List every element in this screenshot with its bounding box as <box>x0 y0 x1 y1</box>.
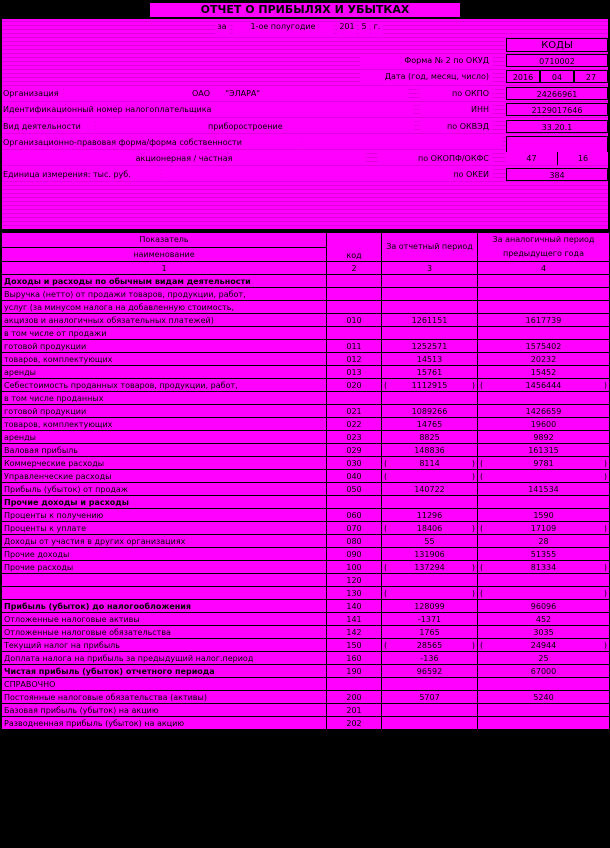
okved-label: по ОКВЭД <box>420 120 492 133</box>
row-previous: ( 81334 ) <box>478 561 610 574</box>
row-name: Проценты к получению <box>2 509 327 522</box>
okpo-code: 24266961 <box>506 87 608 100</box>
row-current: 131906 <box>382 548 478 561</box>
row-previous: 51355 <box>478 548 610 561</box>
legal-form-spacer <box>302 136 502 149</box>
row-name: Текущий налог на прибыль <box>2 639 327 652</box>
row-name: товаров, комплектующих <box>2 418 327 431</box>
table-row <box>2 275 610 288</box>
row-name <box>2 587 327 600</box>
period-year: 201 <box>337 23 357 35</box>
period-prefix: за <box>215 23 229 35</box>
row-previous: 96096 <box>478 600 610 613</box>
row-current <box>382 574 478 587</box>
table-row <box>2 366 610 379</box>
table-row <box>2 548 610 561</box>
row-name: Отложенные налоговые активы <box>2 613 327 626</box>
row-code: 141 <box>327 613 382 626</box>
row-code: 012 <box>327 353 382 366</box>
row-name: Разводненная прибыль (убыток) на акцию <box>2 717 327 730</box>
row-previous: 20232 <box>478 353 610 366</box>
row-current: 1261151 <box>382 314 478 327</box>
row-previous: 452 <box>478 613 610 626</box>
row-code: 150 <box>327 639 382 652</box>
okud-code: 0710002 <box>506 54 608 67</box>
row-current: ( 1112915 ) <box>382 379 478 392</box>
table-row <box>2 626 610 639</box>
row-code <box>327 678 382 691</box>
row-code: 190 <box>327 665 382 678</box>
row-code <box>327 275 382 288</box>
table-row <box>2 509 610 522</box>
date-label: Дата (год, месяц, число) <box>360 70 492 83</box>
row-current: 5707 <box>382 691 478 704</box>
row-current: ( 137294 ) <box>382 561 478 574</box>
row-current: 55 <box>382 535 478 548</box>
row-previous: 15452 <box>478 366 610 379</box>
header-num-4: 4 <box>478 262 610 275</box>
table-row <box>2 379 610 392</box>
table-row <box>2 691 610 704</box>
row-previous <box>478 704 610 717</box>
row-name: акцизов и аналогичных обязательных платежей) <box>2 314 327 327</box>
row-current <box>382 678 478 691</box>
row-previous: ( 1456444 ) <box>478 379 610 392</box>
row-code: 140 <box>327 600 382 613</box>
row-current: 1765 <box>382 626 478 639</box>
table-row <box>2 457 610 470</box>
inn-code: 2129017646 <box>506 103 608 116</box>
row-name: аренды <box>2 366 327 379</box>
row-code: 013 <box>327 366 382 379</box>
row-current: 15761 <box>382 366 478 379</box>
table-row <box>2 652 610 665</box>
row-code: 011 <box>327 340 382 353</box>
row-name: в том числе от продажи <box>2 327 327 340</box>
table-row <box>2 301 610 314</box>
row-code: 021 <box>327 405 382 418</box>
table-row <box>2 639 610 652</box>
row-previous: 1590 <box>478 509 610 522</box>
row-current: ( 28565 ) <box>382 639 478 652</box>
unit-label: Единица измерения: тыс. руб. <box>3 168 161 181</box>
table-row <box>2 587 610 600</box>
row-previous: 3035 <box>478 626 610 639</box>
row-previous <box>478 470 610 483</box>
report-table <box>1 232 610 730</box>
header-num-2: 2 <box>327 262 382 275</box>
row-name: аренды <box>2 431 327 444</box>
header-num-3: 3 <box>382 262 478 275</box>
row-code: 120 <box>327 574 382 587</box>
table-row <box>2 574 610 587</box>
codes-header: КОДЫ <box>506 38 608 52</box>
row-code: 070 <box>327 522 382 535</box>
row-name: Прочие доходы <box>2 548 327 561</box>
row-previous: 19600 <box>478 418 610 431</box>
row-current <box>382 717 478 730</box>
row-code <box>327 327 382 340</box>
row-name: Прочие расходы <box>2 561 327 574</box>
row-current <box>382 704 478 717</box>
row-code: 090 <box>327 548 382 561</box>
table-row <box>2 496 610 509</box>
row-previous <box>478 587 610 600</box>
row-code <box>327 496 382 509</box>
header-name: наименование <box>2 247 327 262</box>
row-name: Себестоимость проданных товаров, продукции, работ, <box>2 379 327 392</box>
table-row <box>2 340 610 353</box>
row-previous: 161315 <box>478 444 610 457</box>
report-title: ОТЧЕТ О ПРИБЫЛЯХ И УБЫТКАХ <box>150 3 460 17</box>
okopf-code: 47 <box>506 152 557 165</box>
okei-label: по ОКЕИ <box>440 168 492 181</box>
row-previous: ( 17109 ) <box>478 522 610 535</box>
row-name: СПРАВОЧНО <box>2 678 327 691</box>
row-code: 130 <box>327 587 382 600</box>
row-name: Коммерческие расходы <box>2 457 327 470</box>
table-row <box>2 444 610 457</box>
row-name: Чистая прибыль (убыток) отчетного периода <box>2 665 327 678</box>
row-previous: ( 9781 ) <box>478 457 610 470</box>
row-code: 100 <box>327 561 382 574</box>
row-current <box>382 392 478 405</box>
row-current: 14513 <box>382 353 478 366</box>
row-code: 029 <box>327 444 382 457</box>
row-current: 96592 <box>382 665 478 678</box>
row-current <box>382 275 478 288</box>
row-code: 202 <box>327 717 382 730</box>
organization-name: ОАО "ЭЛАРА" <box>64 87 409 100</box>
row-previous <box>478 288 610 301</box>
date-month: 04 <box>540 70 574 83</box>
date-day: 27 <box>574 70 608 83</box>
header-current: За отчетный период <box>382 233 478 262</box>
table-row <box>2 288 610 301</box>
row-previous <box>478 275 610 288</box>
row-previous: 9892 <box>478 431 610 444</box>
row-current <box>382 301 478 314</box>
table-row <box>2 522 610 535</box>
row-previous: 67000 <box>478 665 610 678</box>
header-num-1: 1 <box>2 262 327 275</box>
row-current <box>382 587 478 600</box>
row-current: ( 8114 ) <box>382 457 478 470</box>
header-code: код <box>327 233 382 262</box>
table-row <box>2 353 610 366</box>
inn-label: ИНН <box>420 103 492 116</box>
row-current: 14765 <box>382 418 478 431</box>
row-name: Доплата налога на прибыль за предыдущий налог.период <box>2 652 327 665</box>
row-previous: 25 <box>478 652 610 665</box>
okei-code: 384 <box>506 168 608 181</box>
period-line <box>215 23 385 35</box>
table-row <box>2 431 610 444</box>
row-code: 023 <box>327 431 382 444</box>
row-code: 050 <box>327 483 382 496</box>
table-row <box>2 483 610 496</box>
row-code: 040 <box>327 470 382 483</box>
row-previous <box>478 678 610 691</box>
row-name: Валовая прибыль <box>2 444 327 457</box>
row-name: Прибыль (убыток) от продаж <box>2 483 327 496</box>
row-previous: 1426659 <box>478 405 610 418</box>
row-previous <box>478 327 610 340</box>
activity-value: приборостроение <box>96 120 414 133</box>
row-name: Управленческие расходы <box>2 470 327 483</box>
table-row <box>2 678 610 691</box>
row-name: товаров, комплектующих <box>2 353 327 366</box>
okfs-code: 16 <box>557 152 608 165</box>
row-name: готовой продукции <box>2 340 327 353</box>
row-name: Доходы от участия в других организациях <box>2 535 327 548</box>
table-row <box>2 613 610 626</box>
okud-label: Форма № 2 по ОКУД <box>360 54 492 67</box>
table-row <box>2 327 610 340</box>
row-name: Базовая прибыль (убыток) на акцию <box>2 704 327 717</box>
row-code: 160 <box>327 652 382 665</box>
date-year: 2016 <box>506 70 540 83</box>
row-name: услуг (за минусом налога на добавленную стоимость, <box>2 301 327 314</box>
row-code: 080 <box>327 535 382 548</box>
table-row <box>2 717 610 730</box>
row-name: Прочие доходы и расходы <box>2 496 327 509</box>
row-current: 128099 <box>382 600 478 613</box>
row-previous: ( 24944 ) <box>478 639 610 652</box>
header-indicator: Показатель <box>2 233 327 248</box>
row-current: 140722 <box>382 483 478 496</box>
row-previous <box>478 717 610 730</box>
row-current: 1089266 <box>382 405 478 418</box>
row-code: 060 <box>327 509 382 522</box>
row-current <box>382 327 478 340</box>
table-row <box>2 314 610 327</box>
row-code: 022 <box>327 418 382 431</box>
row-code <box>327 288 382 301</box>
row-name <box>2 574 327 587</box>
row-current: 11296 <box>382 509 478 522</box>
row-previous: 5240 <box>478 691 610 704</box>
row-code: 200 <box>327 691 382 704</box>
row-name: Постоянные налоговые обязательства (активы) <box>2 691 327 704</box>
table-row <box>2 665 610 678</box>
row-current <box>382 470 478 483</box>
header-previous: За аналогичный период предыдущего года <box>478 233 610 262</box>
table-row <box>2 704 610 717</box>
row-previous <box>478 392 610 405</box>
period-label: 1-ое полугодие <box>233 23 333 35</box>
okopf-label: по ОКОПФ/ОКФС <box>378 152 492 165</box>
table-row <box>2 405 610 418</box>
row-name: Прибыль (убыток) до налогообложения <box>2 600 327 613</box>
row-previous <box>478 301 610 314</box>
row-name: Выручка (нетто) от продажи товаров, продукции, работ, <box>2 288 327 301</box>
row-previous: 1575402 <box>478 340 610 353</box>
okved-code: 33.20.1 <box>506 120 608 133</box>
row-code: 030 <box>327 457 382 470</box>
row-code: 142 <box>327 626 382 639</box>
row-previous: 1617739 <box>478 314 610 327</box>
row-current <box>382 496 478 509</box>
row-current: 8825 <box>382 431 478 444</box>
row-name: Отложенные налоговые обязательства <box>2 626 327 639</box>
table-row <box>2 418 610 431</box>
row-previous: 28 <box>478 535 610 548</box>
row-previous <box>478 496 610 509</box>
row-name: в том числе проданных <box>2 392 327 405</box>
row-code: 201 <box>327 704 382 717</box>
inn-label-left: Идентификационный номер налогоплательщика <box>3 103 413 116</box>
row-current: 1252571 <box>382 340 478 353</box>
unit-spacer <box>162 168 440 181</box>
row-current: ( 18406 ) <box>382 522 478 535</box>
row-previous <box>478 574 610 587</box>
row-current: -1371 <box>382 613 478 626</box>
ownership-value: акционерная / частная <box>3 152 365 165</box>
row-previous: 141534 <box>478 483 610 496</box>
table-row <box>2 600 610 613</box>
row-code: 010 <box>327 314 382 327</box>
table-row <box>2 535 610 548</box>
period-year-suffix: 5 <box>359 23 369 35</box>
table-row <box>2 561 610 574</box>
row-current <box>382 288 478 301</box>
organization-label: Организация <box>3 87 63 100</box>
table-row <box>2 392 610 405</box>
row-code <box>327 392 382 405</box>
row-name: Проценты к уплате <box>2 522 327 535</box>
row-current: 148836 <box>382 444 478 457</box>
row-code: 020 <box>327 379 382 392</box>
row-name: готовой продукции <box>2 405 327 418</box>
activity-label: Вид деятельности <box>3 120 95 133</box>
period-g: г. <box>371 23 383 35</box>
legal-form-label: Организационно-правовая форма/форма собственности <box>3 136 301 149</box>
okpo-label: по ОКПО <box>420 87 492 100</box>
row-name: Доходы и расходы по обычным видам деятельности <box>2 275 327 288</box>
row-current: -136 <box>382 652 478 665</box>
row-code <box>327 301 382 314</box>
table-row <box>2 470 610 483</box>
